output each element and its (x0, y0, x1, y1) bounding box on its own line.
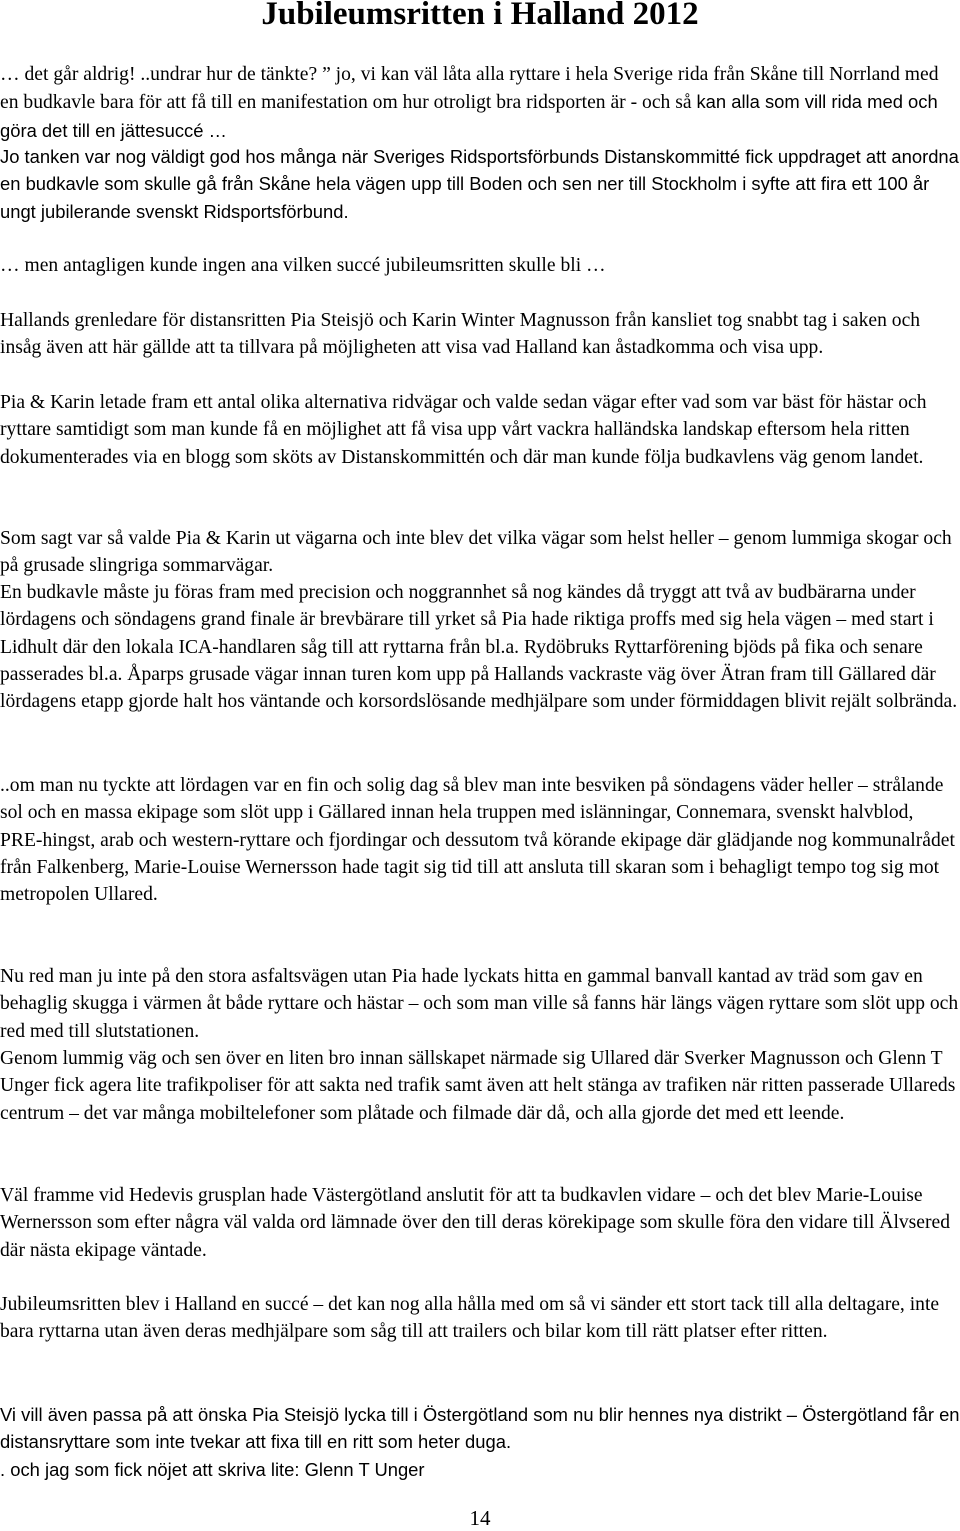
paragraph-precision: En budkavle måste ju föras fram med precision och noggrannhet så nog kändes då tryggt att två av budbärarna under lördagens och söndagens grand finale är brevbärare till yrket så Pia hade riktiga proffs med sig hela vägen – med start i Lidhult där den lokala ICA-handlaren såg till att ryttarna från bl.a. Rydöbruks Ryttarförening bjöds på fika och senare passerades bl.a. Åparps grusade vägar innan turen kom upp på Hallands vackraste väg över Ätran fram till Gällared där lördagens etapp gjorde halt hos väntande och korsordslösande medhjälpare som under förmiddagen blivit rejält solbrända. (0, 582, 958, 713)
paragraph-sunday: ..om man nu tyckte att lördagen var en fin och solig dag så blev man inte besviken på söndagens väder heller – strålande sol och en massa ekipage som slöt upp i Gällared innan hela truppen med islänningar, Connemara, svenskt halvblod, PRE-hingst, arab och western-ryttare och fjordingar och dessutom två körande ekipage där glädjande nog kommunalrådet från Falkenberg, Marie-Louise Wernersson hade tagit sig tid till att ansluta till skaran som i behagligt tempo tog sig mot metropolen Ullared. (0, 775, 955, 906)
paragraph-hedevis: Väl framme vid Hedevis grusplan hade Västergötland anslutit för att ta budkavlen vidare – och det blev Marie-Louise Wernersson som efter några väl valda ord lämnade över den till deras körekipage som skulle föra den vidare till Älvsered där nästa ekipage väntade. (0, 1185, 951, 1261)
paragraph-said: Som sagt var så valde Pia & Karin ut vägarna och inte blev det vilka vägar som helst heller – genom lummiga skogar och på grusade slingriga sommarvägar. (0, 528, 952, 577)
paragraph-but: … men antagligen kunde ingen ana vilken succé jubileumsritten skulle bli … (0, 255, 606, 276)
paragraph-railway: Nu red man ju inte på den stora asfaltsvägen utan Pia hade lyckats hitta en gammal banvall kantad av träd som gav en behaglig skugga i värmen åt både ryttare och hästar – och som man ville så fanns här längs vägen ryttare som slöt upp och red med till slutstationen. (0, 966, 959, 1042)
paragraph-wish: Vi vill även passa på att önska Pia Steisjö lycka till i Östergötland som nu blir hennes nya distrikt – Östergötland får en distansryttare som inte tvekar att fixa till en ritt som heter duga. (0, 1404, 960, 1453)
intro-paragraph (0, 61, 960, 145)
paragraph-committee: Jo tanken var nog väldigt god hos många när Sveriges Ridsportsförbunds Distanskommitté fick uppdraget att anordna en budkavle som skulle gå från Skåne hela vägen upp till Boden och sen ner till Stockholm i syfte att fira ett 100 år ungt jubilerande svenskt Ridsportsförbund. (0, 146, 959, 222)
signature-line: . och jag som fick nöjet att skriva lite: Glenn T Unger (0, 1459, 425, 1480)
paragraph-routes: Pia & Karin letade fram ett antal olika alternativa ridvägar och valde sedan vägar efter vad som var bäst för hästar och ryttare samtidigt som man kunde få en möjlighet att få visa upp vårt vackra halländska landskap eftersom hela ritten dokumenterades via en blogg som sköts av Distanskommittén och där man kunde följa budkavlens väg genom landet. (0, 392, 927, 468)
intro-text: … det går aldrig! ..undrar hur de tänkte? ” jo, vi kan väl låta alla ryttare i hela Sverige rida från Skåne till Norrland med en budkavle bara för att få till en manifestation om hur otroligt bra ridsporten är - och så (0, 64, 939, 114)
paragraph-success: Jubileumsritten blev i Halland en succé – det kan nog alla hålla med om så vi sänder ett stort tack till alla deltagare, inte bara ryttarna utan även deras medhjälpare som såg till att trailers och bilar kom till rätt platser efter ritten. (0, 1294, 940, 1343)
paragraph-halland: Hallands grenledare för distansritten Pia Steisjö och Karin Winter Magnusson från kansliet tog snabbt tag i saken och insåg även att här gällde att ta tillvara på möjligheten att visa vad Halland kan åstadkomma och visa upp. (0, 310, 921, 359)
paragraph-bridge: Genom lummig väg och sen över en liten bro innan sällskapet närmade sig Ullared där Sverker Magnusson och Glenn T Unger fick agera lite trafikpoliser för att sakta ned trafik samt även att helt stänga av trafiken när ritten passerade Ullareds centrum – det var många mobiltelefoner som plåtade och filmade där då, och alla gjorde det med ett leende. (0, 1048, 956, 1124)
page-number: 14 (469, 1506, 491, 1530)
page-title: Jubileumsritten i Halland 2012 (261, 0, 699, 32)
intro-text-sans: kan alla som vill rida med och göra det till en jättesuccé … (0, 91, 938, 141)
